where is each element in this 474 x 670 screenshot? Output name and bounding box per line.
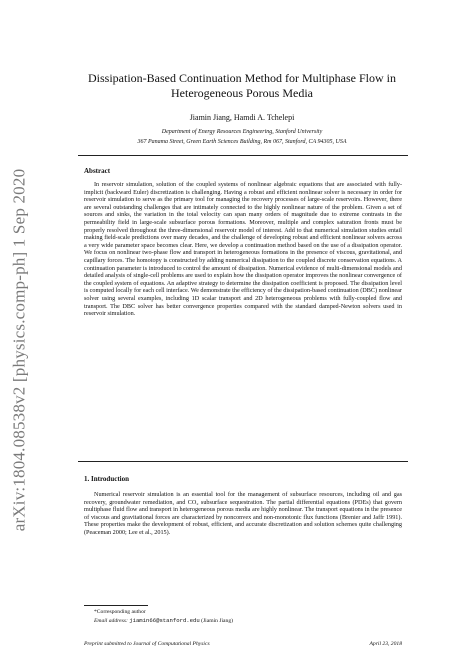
abstract-heading: Abstract	[84, 167, 111, 175]
email-label: Email address:	[94, 618, 128, 624]
email-link[interactable]: jiamin66@stanford.edu	[129, 617, 200, 624]
affiliation	[60, 127, 424, 147]
abstract-body: In reservoir simulation, solution of the coupled systems of nonlinear algebraic equations that are associated with fully-implicit (backward Euler) discretization is challenging. Having a robust and efficient nonlinear solver is necessary in order for reservoir simulation to serve as the primary tool for managing the recovery processes of large-scale reservoirs. However, there are several outstanding challenges that are intimately connected to the highly nonlinear nature of the problem. Given a set of sources and sinks, the variation in the total velocity can span many orders of magnitude due to extreme contrasts in the permeability field in large-scale subsurface porous formations. Moreover, multiple and complex saturation fronts must be properly resolved throughout the three-dimensional reservoir model of interest. Add to that numerical simulation studies entail making field-scale predictions over many decades, and the challenge of developing robust and efficient nonlinear solvers across a very wide parameter space becomes clear. Here, we develop a continuation method based on the use of a dissipation operator. We focus on nonlinear two-phase flow and transport in heterogeneous formations in the presence of viscous, gravitational, and capillary forces. The homotopy is constructed by adding numerical dissipation to the coupled discrete conservation equations. A continuation parameter is introduced to control the amount of dissipation. Numerical evidence of multi-dimensional models and detailed analysis of single-cell problems are used to explain how the dissipation operator improves the nonlinear convergence of the coupled system of equations. An adaptive strategy to determine the dissipation coefficient is proposed. The dissipation level is computed locally for each cell interface. We demonstrate the efficiency of the dissipation-based continuation (DBC) nonlinear solver using several examples, including 1D scalar transport and 2D heterogeneous problems with fully-coupled flow and transport. The DBC solver has better convergence properties compared with the standard damped-Newton solvers used in reservoir simulation.	[84, 181, 402, 318]
footnote-email	[94, 617, 233, 624]
footer-date: April 23, 2018	[369, 641, 402, 647]
arxiv-identifier	[4, 150, 34, 550]
paper-title: Dissipation-Based Continuation Method for Multiphase Flow in Heterogeneous Porous Media	[88, 71, 396, 100]
paper-authors: Jiamin Jiang, Hamdi A. Tchelepi	[189, 113, 295, 122]
abstract-top-rule	[78, 155, 408, 156]
footnote-rule	[84, 605, 148, 606]
affiliation-department: Department of Energy Resources Engineering, Stanford University	[161, 129, 323, 135]
footnote-corresponding: *Corresponding author	[94, 609, 146, 615]
abstract-bottom-rule	[78, 461, 408, 462]
introduction-body: Numerical reservoir simulation is an essential tool for the management of subsurface resources, including oil and gas recovery, groundwater remediation, and CO₂ subsurface sequestration. The partial differential equations (PDEs) that govern multiphase fluid flow and transport in heterogeneous porous media are highly nonlinear. The transport equations in the presence of viscous and gravitational forces are characterized by nonconvex and non-monotonic flux functions (Brenier and Jaffr 1991). These properties make the development of robust, efficient, and accurate discretization and solution schemes quite challenging (Peaceman 2000; Lee et al., 2015).	[84, 491, 402, 536]
footer-journal: Preprint submitted to Journal of Computational Physics	[84, 641, 210, 647]
email-owner: (Jiamin Jiang)	[201, 618, 233, 624]
affiliation-address: 367 Panama Street, Green Earth Sciences Building, Rm 067, Stanford, CA 94305, USA	[137, 139, 347, 145]
introduction-heading: 1. Introduction	[84, 475, 129, 483]
page-footer	[84, 641, 402, 647]
arxiv-identifier-text: arXiv:1804.08538v2 [physics.comp-ph] 1 Sep 2020	[9, 168, 28, 532]
